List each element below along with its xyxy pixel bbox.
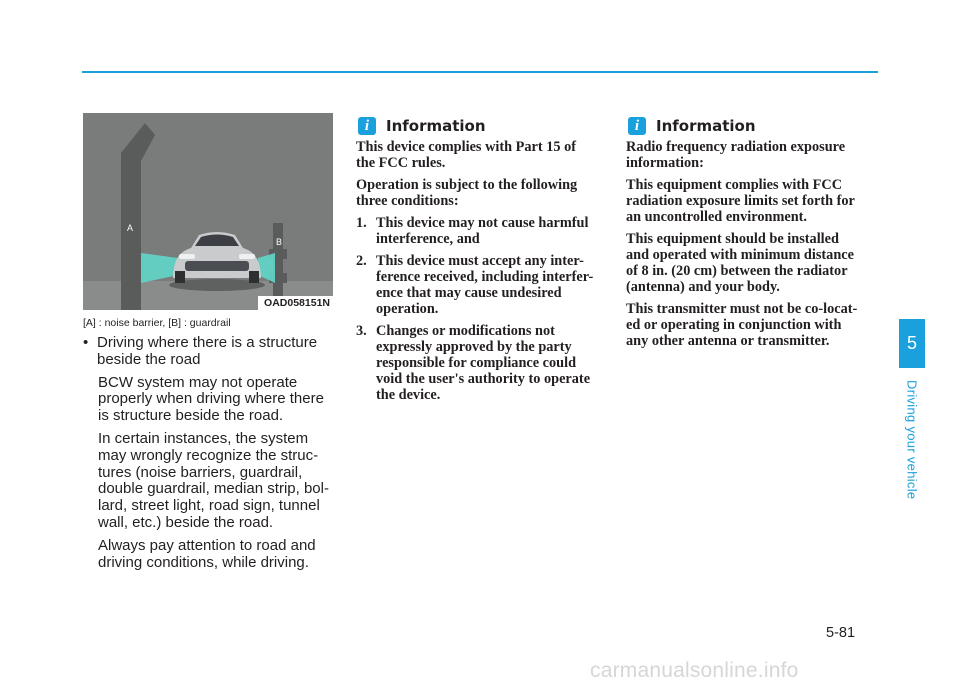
text-line: information: (626, 155, 704, 171)
bcw-structure-figure (83, 113, 333, 310)
condition-item (356, 323, 604, 403)
watermark: carmanualsonline.info (590, 659, 799, 682)
figure-label-a: A (127, 223, 134, 233)
text-line: wall, etc.) beside the road. (98, 513, 274, 531)
text-line: the device. (376, 387, 441, 403)
text-line: This transmitter must not be co-locat- (626, 301, 858, 317)
text-line: void the user's authority to operate (376, 371, 591, 387)
text-line: properly when driving where there (98, 390, 324, 408)
bullet-dot: • (83, 334, 89, 351)
text-line: Radio frequency radiation exposure (626, 139, 846, 155)
text-line: driving conditions, while driving. (98, 553, 309, 571)
item-number: 3. (356, 323, 367, 339)
chapter-tab[interactable]: 5 (899, 319, 925, 368)
text-line: three conditions: (356, 193, 459, 209)
text-line: an uncontrolled environment. (626, 209, 807, 225)
text-line: and operated with minimum distance (626, 247, 854, 263)
text-line: double guardrail, median strip, bol- (98, 480, 329, 498)
text-line: (antenna) and your body. (626, 279, 780, 295)
text-line: This equipment should be installed (626, 231, 839, 247)
bullet-heading-line: Driving where there is a structure (97, 334, 318, 351)
info-title: Information (386, 117, 486, 135)
bullet-paragraph (98, 538, 335, 572)
header-rule (82, 71, 878, 73)
info-paragraph (626, 301, 874, 349)
text-line: This device may not cause harmful (376, 215, 589, 231)
bullet-paragraph (98, 431, 335, 532)
information-icon: i (628, 117, 646, 135)
chapter-title: Driving your vehicle (904, 380, 920, 500)
chapter-title-vertical (904, 380, 920, 500)
item-number: 1. (356, 215, 367, 231)
figure-caption: [A] : noise barrier, [B] : guardrail (83, 317, 231, 329)
condition-item (356, 215, 604, 247)
text-line: interference, and (376, 231, 480, 247)
info-header (626, 115, 874, 137)
text-line: ed or operating in conjunction with (626, 317, 842, 333)
info-paragraph (626, 177, 874, 225)
text-line: Always pay attention to road and (98, 536, 316, 554)
item-number: 2. (356, 253, 367, 269)
text-line: BCW system may not operate (98, 373, 298, 391)
text-line: any other antenna or transmitter. (626, 333, 830, 349)
info-box-rf-exposure (626, 115, 874, 355)
text-line: may wrongly recognize the struc- (98, 446, 319, 464)
text-line: This device must accept any inter- (376, 253, 584, 269)
text-line: tures (noise barriers, guardrail, (98, 463, 303, 481)
text-line: In certain instances, the system (98, 429, 309, 447)
info-paragraph (356, 177, 604, 209)
text-line: responsible for compliance could (376, 355, 577, 371)
info-header (356, 115, 604, 137)
text-line: ence that may cause undesired (376, 285, 562, 301)
text-line: This equipment complies with FCC (626, 177, 843, 193)
info-box-fcc (356, 115, 604, 409)
text-line: This device complies with Part 15 of (356, 139, 576, 155)
text-line: Changes or modifications not (376, 323, 555, 339)
page-number: 5-81 (826, 625, 856, 641)
text-line: the FCC rules. (356, 155, 446, 171)
road-scene-illustration (83, 113, 333, 310)
figure-code: OAD058151N (258, 296, 333, 310)
text-line: radiation exposure limits set forth for (626, 193, 855, 209)
info-paragraph (626, 231, 874, 295)
condition-item (356, 253, 604, 317)
information-icon: i (358, 117, 376, 135)
text-line: operation. (376, 301, 439, 317)
text-line: lard, street light, road sign, tunnel (98, 497, 320, 515)
info-paragraph (356, 139, 604, 171)
text-line: Operation is subject to the following (356, 177, 578, 193)
info-title: Information (656, 117, 756, 135)
bullet-structure-beside-road (83, 335, 335, 571)
text-line: of 8 in. (20 cm) between the radiator (626, 263, 848, 279)
bullet-paragraph (98, 375, 335, 425)
text-line: expressly approved by the party (376, 339, 572, 355)
bullet-heading-line: beside the road (97, 350, 201, 368)
figure-label-b: B (276, 237, 283, 247)
text-line: ference received, including interfer- (376, 269, 594, 285)
info-paragraph (626, 139, 874, 171)
text-line: is structure beside the road. (98, 407, 284, 425)
